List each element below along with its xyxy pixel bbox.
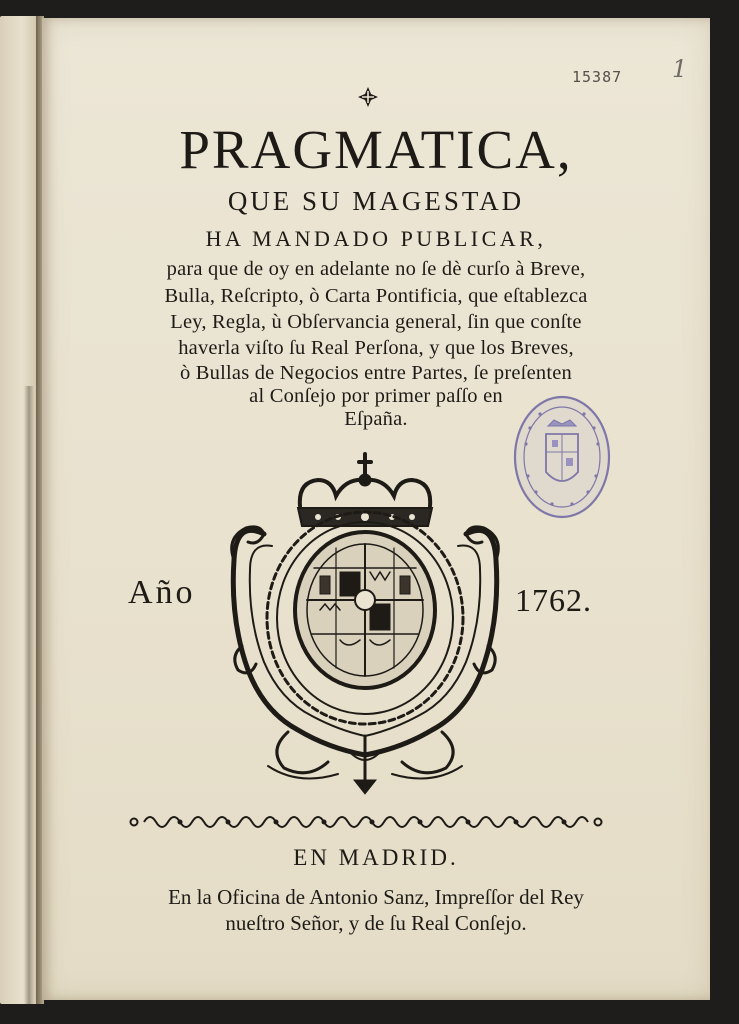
royal-coat-of-arms [228,450,502,800]
cross-ornament-icon [357,86,379,108]
facing-page-edge [0,16,40,1004]
document-subtitle: QUE SU MAGESTAD [227,186,525,216]
body-line: Eſpaña. [344,408,408,430]
library-stamp [512,394,612,520]
body-line: Ley, Regla, ù Obſervancia general, ſin que conſte [170,311,582,333]
imprint-place: EN MADRID. [293,845,459,870]
body-line: para que de oy en adelante no ſe dè curſo à Breve, [166,258,586,280]
page-tear [24,386,34,1006]
imprint-printer-line-1: En la Oficina de Antonio Sanz, Impreſſor del Rey [168,885,584,909]
body-line: ò Bullas de Negocios entre Partes, ſe preſenten [180,362,572,384]
ornamental-divider [126,810,606,834]
imprint-printer-line-2: nueſtro Señor, y de ſu Real Conſejo. [225,911,527,935]
catalog-number: 15387 [572,68,623,86]
body-line: haverla viſto ſu Real Perſona, y que los Breves, [178,337,574,359]
document-subtitle-2: HA MANDADO PUBLICAR, [205,226,547,251]
year-value: 1762. [515,582,592,618]
body-line: Bulla, Reſcripto, ò Carta Pontificia, que eſtablezca [164,285,588,307]
year-label: Año [128,574,196,611]
document-title: PRAGMATICA, [179,119,573,180]
body-line: al Conſejo por primer paſſo en [249,385,503,407]
folio-number: 1 [672,55,688,83]
